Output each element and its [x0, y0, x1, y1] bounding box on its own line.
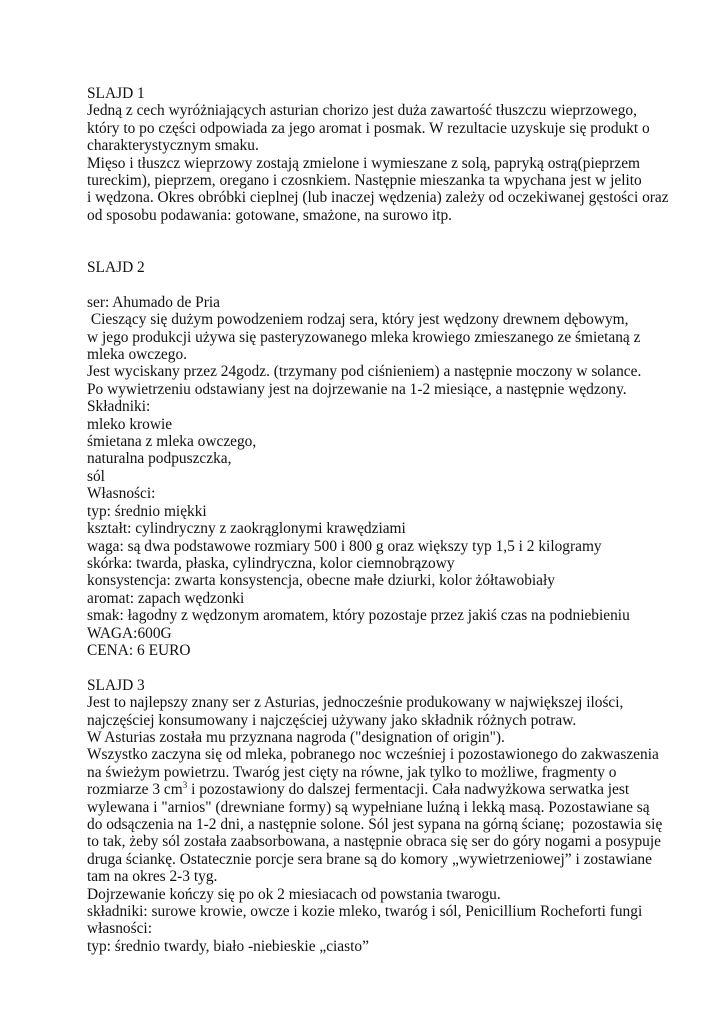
slide-1-line: tureckim), pieprzem, oregano i czosnkiem. Następnie mieszanka ta wpychana jest w jelito: [87, 172, 642, 190]
slide-3-section: [87, 676, 663, 956]
slide-2-line: aromat: zapach wędzonki: [87, 589, 245, 607]
slide-2-line: Własności:: [87, 485, 156, 503]
slide-3-line: Wszystko zaczyna się od mleka, pobranego noc wcześniej i pozostawionego do zakwaszenia: [87, 746, 659, 764]
slide-1-line: który to po części odpowiada za jego aromat i posmak. W rezultacie uzyskuje się produkt o: [87, 119, 650, 137]
slide-2-line: Po wywietrzeniu odstawiany jest na dojrzewanie na 1-2 miesiące, a następnie wędzony.: [87, 380, 627, 398]
slide-2-line: naturalna podpuszczka,: [87, 450, 232, 468]
slide-2-heading: SLAJD 2: [87, 259, 145, 277]
slide-2-line: Cieszący się dużym powodzeniem rodzaj sera, który jest wędzony drewnem dębowym,: [87, 311, 629, 329]
slide-2-line: typ: średnio miękki: [87, 502, 207, 520]
slide-2-line: Jest wyciskany przez 24godz. (trzymany pod ciśnieniem) a następnie moczony w solance.: [87, 363, 642, 381]
slide-2-line: kształt: cylindryczny z zaokrąglonymi krawędziami: [87, 520, 406, 538]
slide-2-line: mleko krowie: [87, 415, 173, 433]
slide-3-line: składniki: surowe krowie, owcze i kozie mleko, twaróg i sól, Penicillium Rocheforti fungi: [87, 903, 643, 921]
slide-3-line: własności:: [87, 920, 152, 938]
slide-3-line: na świeżym powietrzu. Twaróg jest cięty na równe, jak tylko to możliwe, fragmenty o: [87, 763, 617, 781]
slide-2-line: ser: Ahumado de Pria: [87, 293, 220, 311]
slide-3-line: druga ściankę. Ostatecznie porcje sera brane są do komory „wywietrzeniowej” i zostawiane: [87, 850, 652, 868]
slide-3-cm-line: [87, 781, 657, 798]
slide-1-line: Jedną z cech wyróżniających asturian chorizo jest duża zawartość tłuszczu wieprzowego,: [87, 102, 637, 120]
document-page: [87, 85, 669, 955]
slide-2-line: smak: łagodny z wędzonym aromatem, który pozostaje przez jakiś czas na podniebieniu: [87, 607, 630, 625]
slide-2-line: sól: [87, 467, 105, 485]
slide-2-section: [87, 259, 657, 659]
slide-1-section: [87, 85, 669, 224]
slide-3-line: typ: średnio twardy, biało -niebieskie „ciasto”: [87, 937, 369, 955]
slide-3-line: to tak, żeby sól została zaabsorbowana, a następnie obraca się ser do góry nogami a posypuje: [87, 833, 661, 851]
slide-3-cm-start: rozmiarze 3 cm: [87, 781, 183, 799]
slide-2-line: CENA: 6 EURO: [87, 641, 191, 659]
slide-1-line: i wędzona. Okres obróbki cieplnej (lub inaczej wędzenia) zależy od oczekiwanej gęstości oraz: [87, 189, 669, 207]
slide-2-line: śmietana z mleka owczego,: [87, 433, 257, 451]
slide-2-line: konsystencja: zwarta konsystencja, obecne małe dziurki, kolor żółtawobiały: [87, 572, 555, 590]
slide-2-line: waga: są dwa podstawowe rozmiary 500 i 800 g oraz większy typ 1,5 i 2 kilogramy: [87, 537, 602, 555]
slide-1-line: od sposobu podawania: gotowane, smażone, na surowo itp.: [87, 206, 453, 224]
slide-1-line: charakterystycznym smaku.: [87, 137, 259, 155]
slide-1-line: Mięso i tłuszcz wieprzowy zostają zmielone i wymieszane z solą, papryką ostrą(pieprzem: [87, 154, 641, 172]
slide-3-line: tam na okres 2-3 tyg.: [87, 868, 218, 886]
slide-3-heading: SLAJD 3: [87, 676, 145, 694]
slide-1-heading: SLAJD 1: [87, 85, 145, 102]
slide-3-line: wylewana i "arnios" (drewniane formy) są wypełniane luźną i lekką masą. Pozostawiane są: [87, 798, 650, 816]
slide-2-line: Składniki:: [87, 398, 151, 416]
slide-3-line: W Asturias została mu przyznana nagroda ("designation of origin").: [87, 728, 505, 746]
slide-2-line: WAGA:600G: [87, 624, 172, 642]
slide-3-line: Dojrzewanie kończy się po ok 2 miesiacach od powstania twarogu.: [87, 885, 501, 903]
slide-3-line: najczęściej konsumowany i najczęściej używany jako składnik różnych potraw.: [87, 711, 577, 729]
slide-2-line: mleka owczego.: [87, 346, 187, 364]
slide-2-line: w jego produkcji używa się pasteryzowanego mleka krowiego zmieszanego ze śmietaną z: [87, 328, 641, 346]
slide-3-cm-superscript: 3: [182, 780, 188, 791]
slide-3-cm-end: i pozostawiony do dalszej fermentacji. Cała nadwyżkowa serwatka jest: [187, 781, 630, 799]
slide-3-line: do odsączenia na 1-2 dni, a następnie solone. Sól jest sypana na górną ścianę; pozostawia się: [87, 816, 663, 833]
slide-3-line: Jest to najlepszy znany ser z Asturias, jednocześnie produkowany w największej ilości,: [87, 694, 624, 712]
slide-2-line: skórka: twarda, płaska, cylindryczna, kolor ciemnobrązowy: [87, 554, 455, 572]
